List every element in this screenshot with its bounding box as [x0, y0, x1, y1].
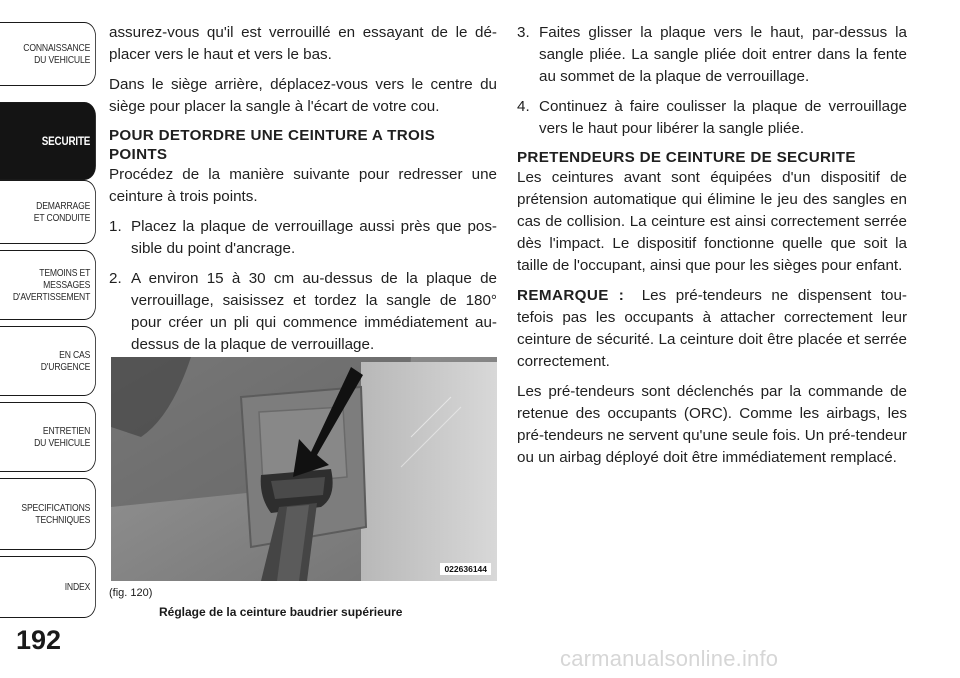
- tab-entretien-du-vehicule[interactable]: [0, 402, 96, 472]
- tab-temoins-et-messages[interactable]: [0, 250, 96, 320]
- list-item: [517, 96, 907, 140]
- tab-demarrage-et-conduite[interactable]: [0, 180, 96, 244]
- page-number: 192: [16, 625, 62, 655]
- tab-label: TEMOINS ET MESSAGES D'AVERTISSEMENT: [12, 267, 91, 303]
- tab-label: CONNAISSANCE DU VEHICULE: [23, 42, 91, 66]
- remarque-text: Les pré-tendeurs ne dispensent tou-tefois pas les occupants à attacher correctement leur ceinture de sécurité. La ceinture doit être placée et serrée correctement.: [517, 287, 907, 370]
- watermark: carmanualsonline.info: [560, 646, 779, 671]
- paragraph: Dans le siège arrière, déplacez-vous vers le centre du siège pour placer la sangle à l'écart de votre cou.: [109, 76, 497, 115]
- list-number: 2.: [109, 270, 122, 287]
- paragraph: assurez-vous qu'il est verrouillé en essayant de le dé-placer vers le haut et vers le bas.: [109, 24, 497, 63]
- figure-photo: [111, 357, 497, 581]
- list-item: [109, 268, 497, 356]
- list-item: [109, 216, 497, 260]
- left-column: [109, 22, 497, 364]
- figure-code: 022636144: [440, 563, 491, 575]
- list-number: 1.: [109, 218, 122, 235]
- list-number: 4.: [517, 98, 530, 115]
- tab-label: SPECIFICATIONS TECHNIQUES: [21, 502, 91, 526]
- list-text: Placez la plaque de verrouillage aussi près que pos-sible du point d'ancrage.: [131, 218, 497, 257]
- tab-connaissance-du-vehicule[interactable]: [0, 22, 96, 86]
- tab-label: SECURITE: [41, 134, 91, 148]
- section-heading: POUR DETORDRE UNE CEINTURE A TROIS POINTS: [109, 127, 436, 163]
- tab-label: INDEX: [64, 581, 91, 593]
- tab-specifications-techniques[interactable]: [0, 478, 96, 550]
- paragraph: Procédez de la manière suivante pour redresser une ceinture à trois points.: [109, 166, 497, 205]
- tab-securite[interactable]: [0, 102, 96, 180]
- remarque-paragraph: [517, 285, 907, 373]
- section-heading: PRETENDEURS DE CEINTURE DE SECURITE: [517, 149, 856, 166]
- paragraph: Les pré-tendeurs sont déclenchés par la commande de retenue des occupants (ORC). Comme les airbags, les pré-tendeurs ne servent qu'une seule fois. Un pré-tendeur ou un airbag déployé doit être immédiatement remplacé.: [517, 383, 907, 466]
- list-item: [517, 22, 907, 88]
- tab-en-cas-d-urgence[interactable]: [0, 326, 96, 396]
- list-text: Continuez à faire coulisser la plaque de verrouillage vers le haut pour libérer la sangle pliée.: [539, 98, 907, 137]
- list-number: 3.: [517, 24, 530, 41]
- chapter-tabs: [0, 0, 100, 640]
- list-text: Faites glisser la plaque vers le haut, par-dessus la sangle pliée. La sangle pliée doit entrer dans la fente au sommet de la plaque de verrouillage.: [539, 24, 907, 85]
- figure-caption: Réglage de la ceinture baudrier supérieure: [159, 605, 403, 619]
- seatbelt-illustration: [111, 357, 497, 581]
- paragraph: Les ceintures avant sont équipées d'un dispositif de prétension automatique qui élimine le jeu des sangles en cas de collision. La ceinture est ainsi correctement serrée dès l'impact. Le dispositif fonctionne quelle que soit la taille de l'occupant, ainsi que pour les sièges pour enfant.: [517, 169, 907, 274]
- figure-reference: (fig. 120): [109, 587, 153, 599]
- tab-label: ENTRETIEN DU VEHICULE: [34, 425, 91, 449]
- tab-label: DEMARRAGE ET CONDUITE: [33, 200, 91, 224]
- remarque-label: REMARQUE :: [517, 287, 625, 304]
- list-text: A environ 15 à 30 cm au-dessus de la plaque de verrouillage, saisissez et tordez la sangle de 180° pour créer un pli qui commence immédiatement au-dessus de la plaque de verrouillage.: [131, 270, 497, 353]
- tab-label: EN CAS D'URGENCE: [40, 349, 91, 373]
- tab-index[interactable]: [0, 556, 96, 618]
- right-column: [517, 22, 907, 477]
